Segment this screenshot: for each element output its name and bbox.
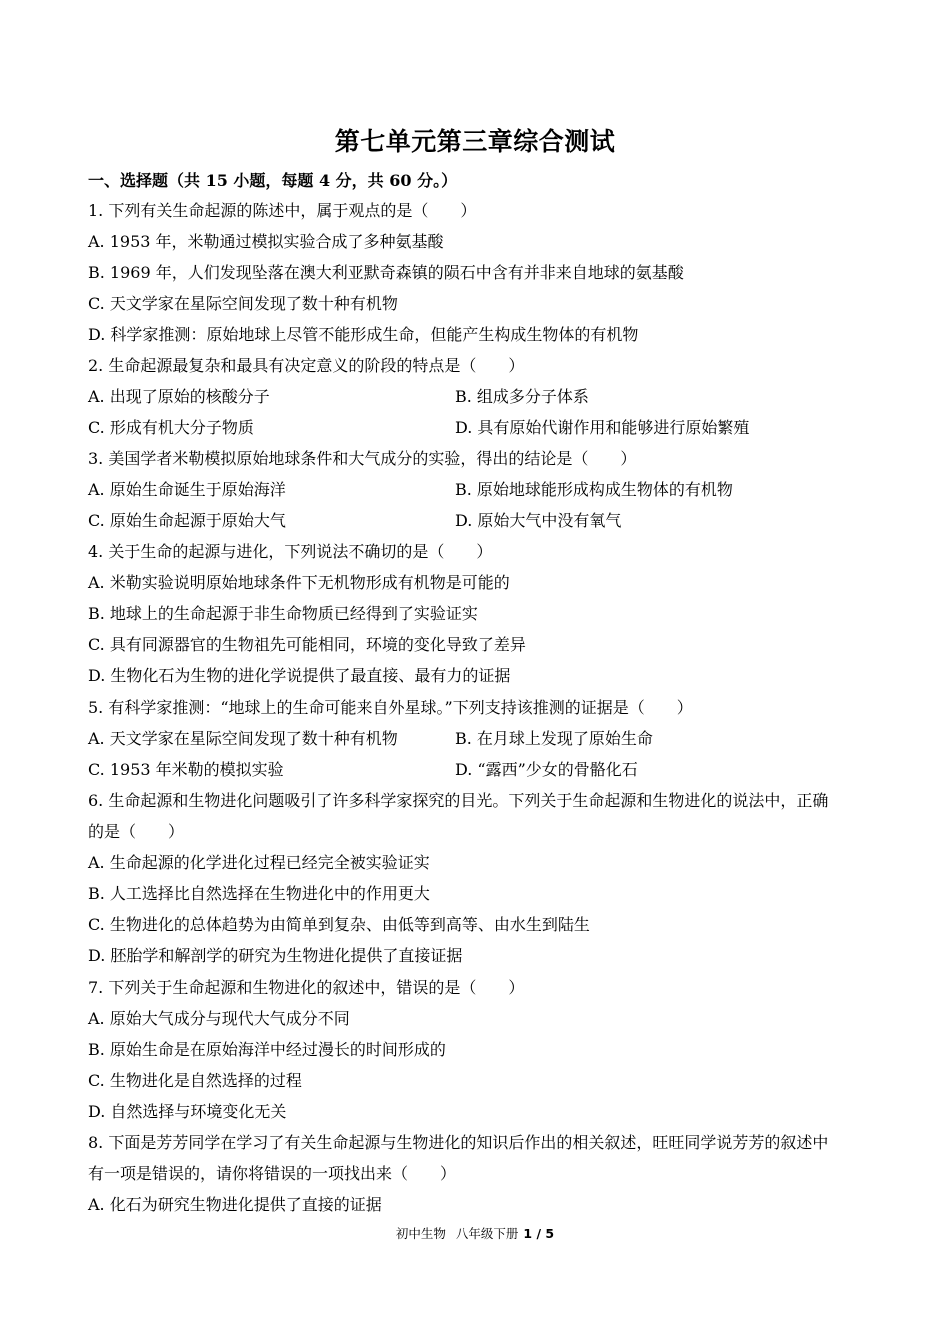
question-1-option-a: A. 1953 年，米勒通过模拟实验合成了多种氨基酸 (88, 232, 444, 251)
question-3-option-c: C. 原始生命起源于原始大气 (88, 511, 286, 530)
question-8-stem-line-1: 8. 下面是芳芳同学在学习了有关生命起源与生物进化的知识后作出的相关叙述，旺旺同学说芳芳的叙述中 (88, 1133, 829, 1152)
question-1-option-b: B. 1969 年，人们发现坠落在澳大利亚默奇森镇的陨石中含有并非来自地球的氨基酸 (88, 263, 684, 282)
footer-grade: 八年级下册 (455, 1226, 519, 1241)
question-2-option-d: D. 具有原始代谢作用和能够进行原始繁殖 (455, 418, 750, 437)
question-1-stem: 1. 下列有关生命起源的陈述中，属于观点的是（ ） (88, 201, 477, 220)
question-8-stem-line-2: 有一项是错误的，请你将错误的一项找出来（ ） (88, 1164, 457, 1183)
question-2-option-a: A. 出现了原始的核酸分子 (88, 387, 270, 406)
question-5-option-a: A. 天文学家在星际空间发现了数十种有机物 (88, 729, 398, 748)
footer-subject: 初中生物 (395, 1226, 446, 1241)
document-title: 第七单元第三章综合测试 (334, 127, 616, 156)
footer-page-number: 1 / 5 (523, 1226, 555, 1241)
question-5-option-c: C. 1953 年米勒的模拟实验 (88, 760, 284, 779)
question-4-option-a: A. 米勒实验说明原始地球条件下无机物形成有机物是可能的 (88, 573, 510, 592)
question-3-stem: 3. 美国学者米勒模拟原始地球条件和大气成分的实验，得出的结论是（ ） (88, 449, 637, 468)
question-6-stem-line-1: 6. 生命起源和生物进化问题吸引了许多科学家探究的目光。下列关于生命起源和生物进化的说法中，正确 (88, 791, 829, 810)
question-7-option-b: B. 原始生命是在原始海洋中经过漫长的时间形成的 (88, 1040, 446, 1059)
question-2-option-b: B. 组成多分子体系 (455, 387, 589, 406)
question-7-option-a: A. 原始大气成分与现代大气成分不同 (88, 1009, 350, 1028)
question-3-option-d: D. 原始大气中没有氧气 (455, 511, 622, 530)
page-footer (0, 1224, 950, 1242)
question-7-option-d: D. 自然选择与环境变化无关 (88, 1102, 287, 1121)
question-3-option-b: B. 原始地球能形成构成生物体的有机物 (455, 480, 733, 499)
question-1-option-c: C. 天文学家在星际空间发现了数十种有机物 (88, 294, 398, 313)
question-1-option-d: D. 科学家推测：原始地球上尽管不能形成生命，但能产生构成生物体的有机物 (88, 325, 639, 344)
question-4-stem: 4. 关于生命的起源与进化，下列说法不确切的是（ ） (88, 542, 493, 561)
question-2-stem: 2. 生命起源最复杂和最具有决定意义的阶段的特点是（ ） (88, 356, 525, 375)
question-6-option-b: B. 人工选择比自然选择在生物进化中的作用更大 (88, 884, 430, 903)
question-4-option-d: D. 生物化石为生物的进化学说提供了最直接、最有力的证据 (88, 666, 511, 685)
question-7-stem: 7. 下列关于生命起源和生物进化的叙述中，错误的是（ ） (88, 978, 525, 997)
question-6-option-c: C. 生物进化的总体趋势为由简单到复杂、由低等到高等、由水生到陆生 (88, 915, 590, 934)
question-5-option-b: B. 在月球上发现了原始生命 (455, 729, 653, 748)
question-8-option-a: A. 化石为研究生物进化提供了直接的证据 (88, 1195, 382, 1214)
section-heading: 一、选择题（共 15 小题，每题 4 分，共 60 分。） (88, 171, 458, 190)
question-3-option-a: A. 原始生命诞生于原始海洋 (88, 480, 286, 499)
question-4-option-b: B. 地球上的生命起源于非生命物质已经得到了实验证实 (88, 604, 478, 623)
question-6-option-a: A. 生命起源的化学进化过程已经完全被实验证实 (88, 853, 430, 872)
question-5-stem: 5. 有科学家推测：“地球上的生命可能来自外星球。”下列支持该推测的证据是（ ） (88, 698, 693, 717)
question-5-option-d: D. “露西”少女的骨骼化石 (455, 760, 638, 779)
question-6-stem-line-2: 的是（ ） (88, 822, 185, 841)
question-6-option-d: D. 胚胎学和解剖学的研究为生物进化提供了直接证据 (88, 946, 463, 965)
question-2-option-c: C. 形成有机大分子物质 (88, 418, 254, 437)
question-7-option-c: C. 生物进化是自然选择的过程 (88, 1071, 302, 1090)
question-4-option-c: C. 具有同源器官的生物祖先可能相同，环境的变化导致了差异 (88, 635, 526, 654)
